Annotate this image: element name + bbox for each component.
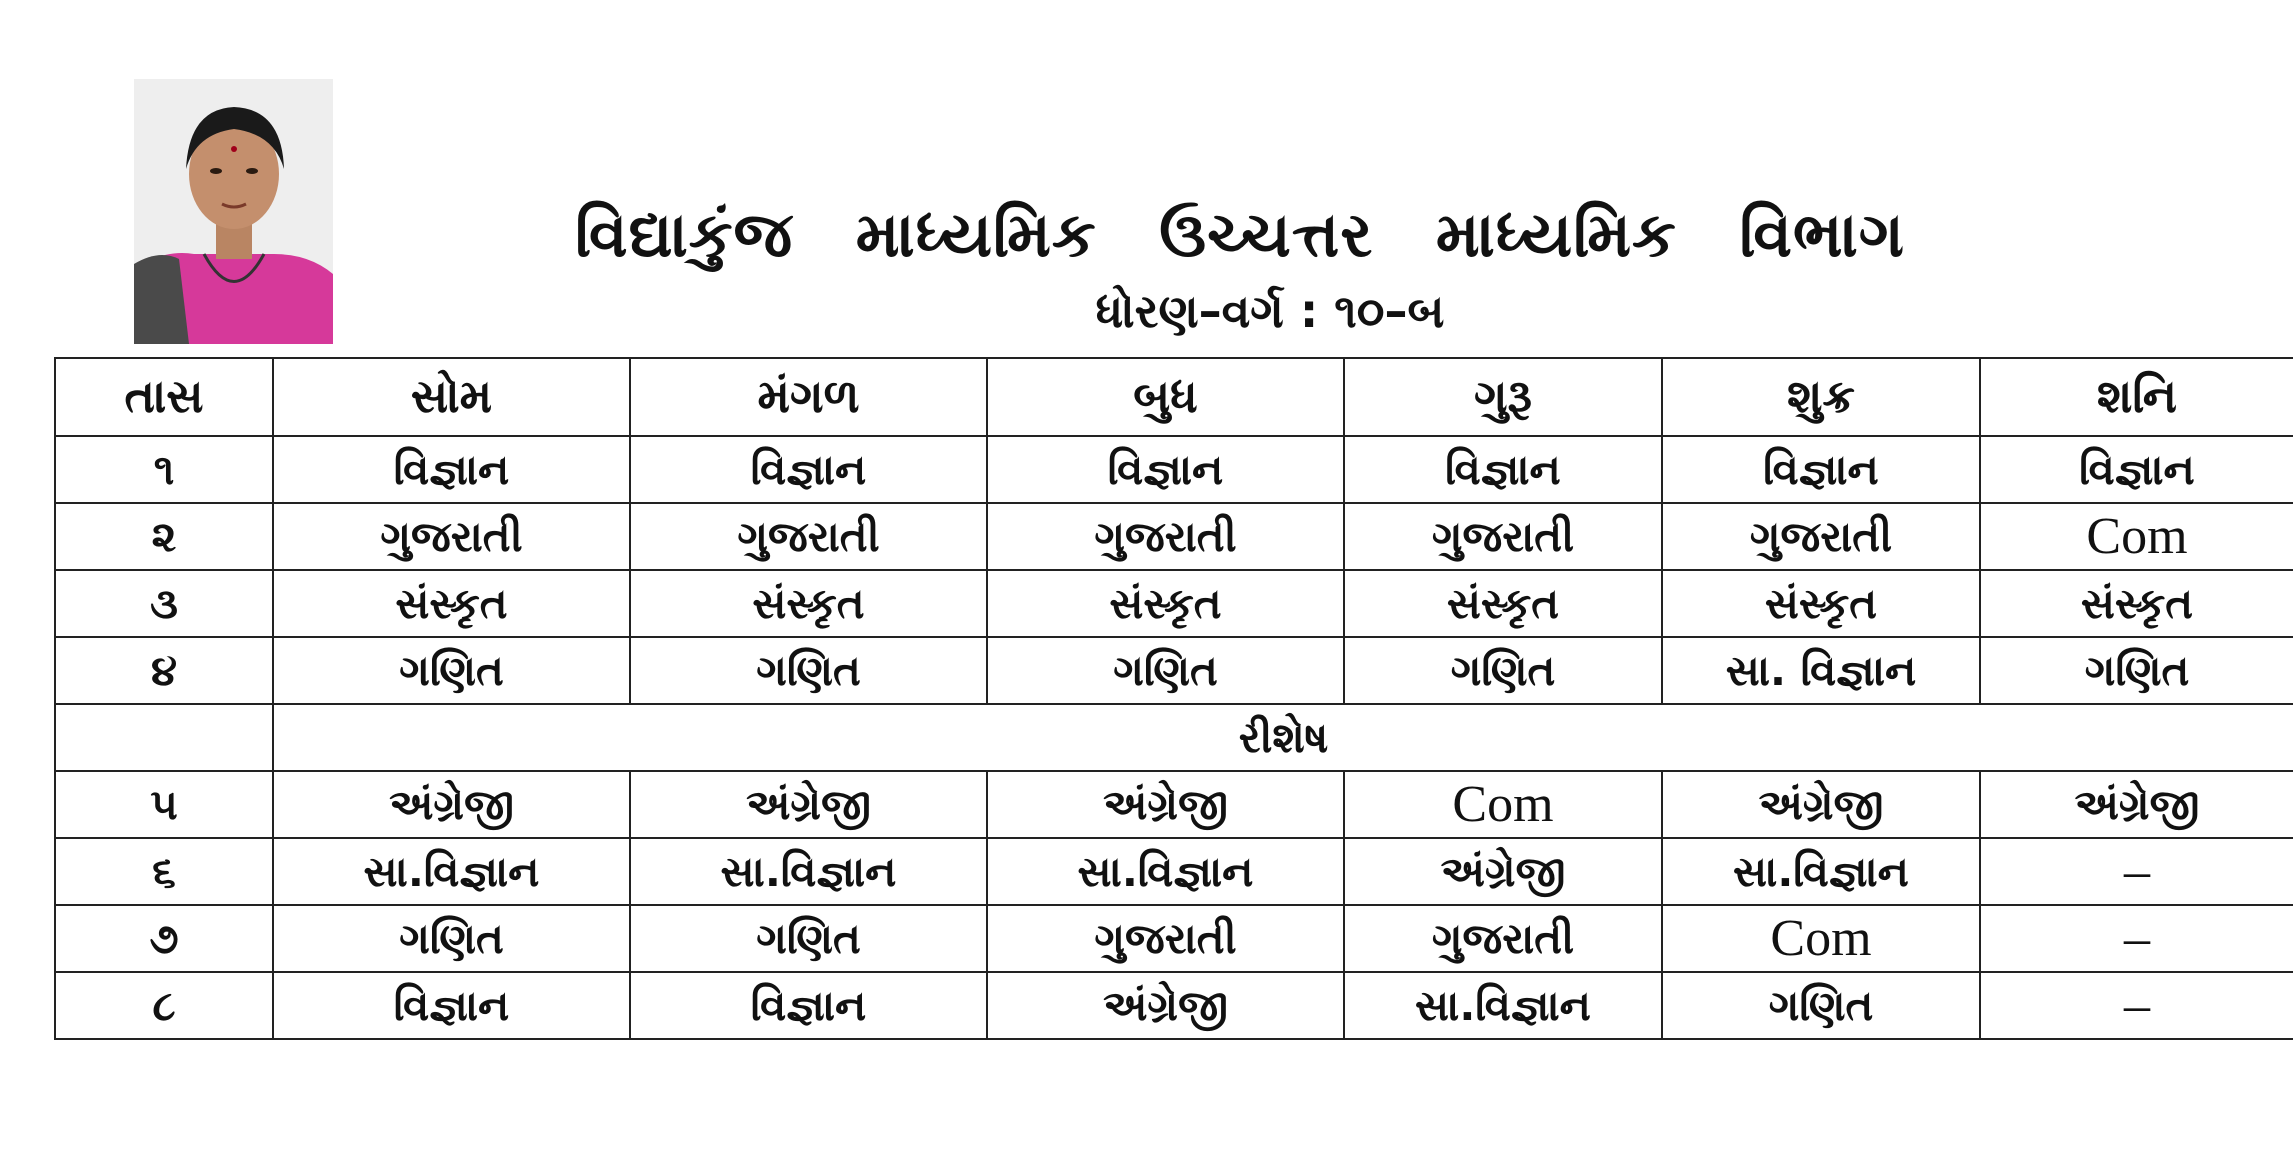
table-row (55, 436, 2293, 503)
subject-cell: અંગ્રેજી (630, 771, 987, 838)
subject-cell: સા.વિજ્ઞાન (1344, 972, 1662, 1039)
subject-cell: ગુજરાતી (1662, 503, 1980, 570)
subject-cell: વિજ્ઞાન (987, 436, 1344, 503)
subject-cell: ગુજરાતી (273, 503, 630, 570)
table-row (55, 637, 2293, 704)
break-row (55, 704, 2293, 771)
subject-cell: વિજ્ઞાન (630, 436, 987, 503)
subject-cell: ગણિત (1344, 637, 1662, 704)
subject-cell: – (1980, 905, 2293, 972)
column-header-tuesday: મંગળ (630, 358, 987, 436)
subject-cell: ગુજરાતી (987, 905, 1344, 972)
timetable (54, 357, 2293, 1040)
subject-cell: Com (1980, 503, 2293, 570)
subject-cell: Com (1662, 905, 1980, 972)
subject-cell: ગુજરાતી (987, 503, 1344, 570)
table-row (55, 771, 2293, 838)
column-header-thursday: ગુરૂ (1344, 358, 1662, 436)
subject-cell: ગણિત (987, 637, 1344, 704)
timetable-header-row (55, 358, 2293, 436)
class-division-subtitle: ધોરણ–વર્ગ : ૧૦–બ (1095, 284, 1445, 338)
portrait-icon (134, 79, 333, 344)
subject-cell: – (1980, 972, 2293, 1039)
subject-cell: અંગ્રેજી (987, 972, 1344, 1039)
table-row (55, 838, 2293, 905)
period-number: ૬ (55, 838, 273, 905)
subject-cell: અંગ્રેજી (1662, 771, 1980, 838)
column-header-wednesday: બુધ (987, 358, 1344, 436)
subject-cell: અંગ્રેજી (1344, 838, 1662, 905)
subject-cell: વિજ્ઞાન (273, 972, 630, 1039)
subject-cell: ગણિત (1662, 972, 1980, 1039)
subject-cell: ગણિત (1980, 637, 2293, 704)
table-row (55, 503, 2293, 570)
subject-cell: સા. વિજ્ઞાન (1662, 637, 1980, 704)
column-header-saturday: શનિ (1980, 358, 2293, 436)
subject-cell: સા.વિજ્ઞાન (1662, 838, 1980, 905)
subject-cell: ગુજરાતી (1344, 905, 1662, 972)
period-number: ૪ (55, 637, 273, 704)
period-number: ૮ (55, 972, 273, 1039)
period-number: ૭ (55, 905, 273, 972)
subject-cell: સંસ્કૃત (1662, 570, 1980, 637)
period-number: ૩ (55, 570, 273, 637)
school-name-heading: વિદ્યાકુંજ માધ્યમિક ઉચ્ચત્તર માધ્યમિક વિભાગ (574, 198, 1906, 271)
subject-cell: ગણિત (273, 637, 630, 704)
column-header-period: તાસ (55, 358, 273, 436)
subject-cell: ગણિત (630, 637, 987, 704)
subject-cell: સંસ્કૃત (630, 570, 987, 637)
subject-cell: સંસ્કૃત (1344, 570, 1662, 637)
subject-cell: સા.વિજ્ઞાન (273, 838, 630, 905)
subject-cell: વિજ્ઞાન (1980, 436, 2293, 503)
subject-cell: Com (1344, 771, 1662, 838)
teacher-photo (134, 79, 333, 344)
column-header-friday: શુક્ર (1662, 358, 1980, 436)
subject-cell: સા.વિજ્ઞાન (987, 838, 1344, 905)
break-label: રીશેષ (273, 704, 2293, 771)
subject-cell: વિજ્ઞાન (1662, 436, 1980, 503)
subject-cell: અંગ્રેજી (1980, 771, 2293, 838)
subject-cell: વિજ્ઞાન (273, 436, 630, 503)
break-period-cell (55, 704, 273, 771)
subject-cell: સંસ્કૃત (273, 570, 630, 637)
table-row (55, 570, 2293, 637)
subject-cell: સંસ્કૃત (1980, 570, 2293, 637)
period-number: ૧ (55, 436, 273, 503)
subject-cell: – (1980, 838, 2293, 905)
subject-cell: અંગ્રેજી (273, 771, 630, 838)
subject-cell: અંગ્રેજી (987, 771, 1344, 838)
period-number: ૫ (55, 771, 273, 838)
subject-cell: ગણિત (273, 905, 630, 972)
subject-cell: ગુજરાતી (1344, 503, 1662, 570)
period-number: ૨ (55, 503, 273, 570)
subject-cell: વિજ્ઞાન (630, 972, 987, 1039)
subject-cell: ગુજરાતી (630, 503, 987, 570)
subject-cell: ગણિત (630, 905, 987, 972)
column-header-monday: સોમ (273, 358, 630, 436)
table-row (55, 972, 2293, 1039)
subject-cell: વિજ્ઞાન (1344, 436, 1662, 503)
subject-cell: સંસ્કૃત (987, 570, 1344, 637)
subject-cell: સા.વિજ્ઞાન (630, 838, 987, 905)
table-row (55, 905, 2293, 972)
